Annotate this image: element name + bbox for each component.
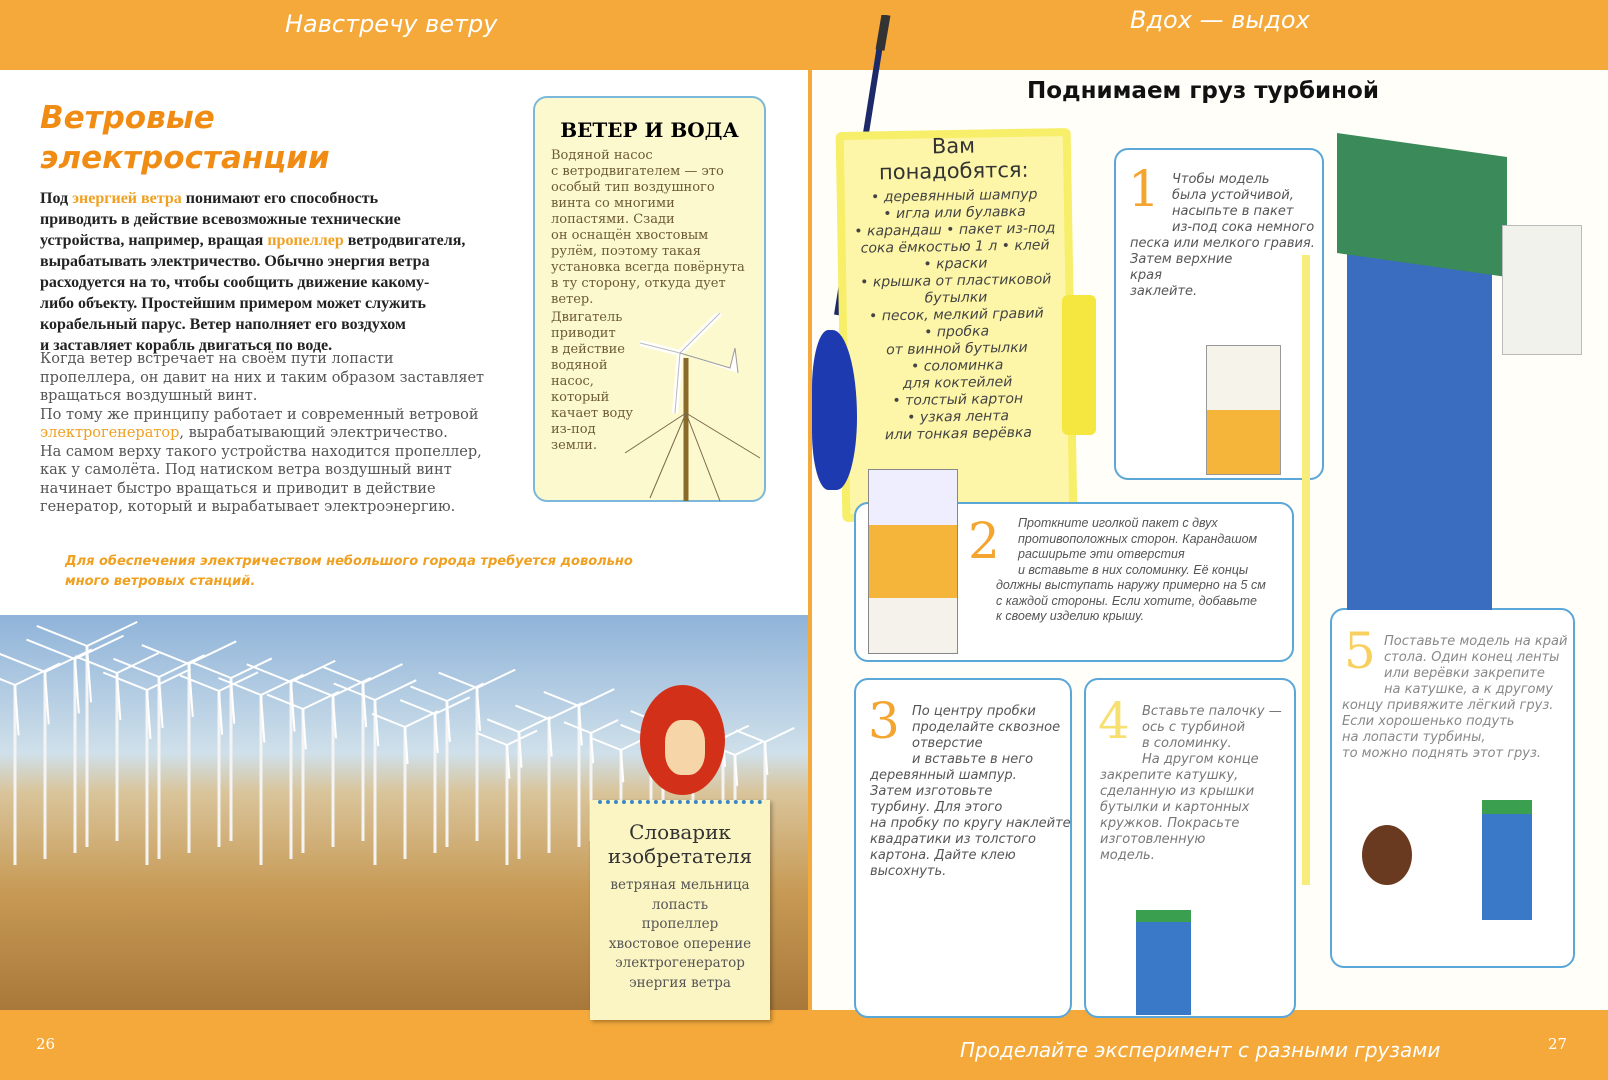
title-line: Ветровые bbox=[40, 100, 215, 136]
material-item: для коктейлей bbox=[902, 374, 1013, 392]
material-item: • толстый картон bbox=[892, 390, 1024, 410]
material-item: бутылки bbox=[924, 289, 988, 307]
highlighted-term: энергией ветра bbox=[72, 190, 182, 207]
step-text bbox=[1342, 634, 1567, 762]
text-run: либо объекту. Простейшим примером может служить bbox=[40, 295, 427, 312]
right-running-header: Вдох — выдох bbox=[1130, 6, 1310, 34]
note-line: много ветровых станций. bbox=[65, 574, 256, 589]
lead-paragraph bbox=[40, 188, 465, 356]
page-title bbox=[40, 98, 330, 178]
text-run: ветродвигателя, bbox=[343, 232, 466, 249]
step-line: Поставьте модель на край bbox=[1384, 634, 1568, 649]
material-item: • краски bbox=[923, 255, 988, 273]
step-line: турбину. Для этого bbox=[870, 800, 1003, 815]
sidebar-line: Водяной насос bbox=[551, 148, 653, 163]
text-run: Когда ветер встречает на своём пути лопасти bbox=[40, 351, 394, 367]
step-line: По центру пробки bbox=[912, 704, 1036, 719]
sidebar-wind-and-water bbox=[533, 96, 766, 502]
text-run: пропеллера, он давит на них и таким образом заставляет bbox=[40, 369, 485, 386]
spiral-binding bbox=[598, 800, 762, 814]
material-item: • крышка от пластиковой bbox=[860, 271, 1052, 291]
step-line: Если хорошенько подуть bbox=[1342, 714, 1515, 729]
wind-turbine bbox=[0, 663, 60, 865]
sidebar-line: с ветродвигателем — это bbox=[551, 164, 724, 179]
ribbon-string bbox=[1302, 255, 1310, 885]
page-number-right: 27 bbox=[1548, 1035, 1568, 1053]
glossary-title-line: изобретателя bbox=[607, 844, 753, 868]
wind-turbine bbox=[439, 670, 516, 841]
step-1-box bbox=[1114, 148, 1324, 480]
sidebar-line: насос, bbox=[551, 374, 594, 389]
material-item: • деревянный шампур bbox=[870, 186, 1038, 206]
wind-turbine bbox=[295, 678, 371, 847]
step-line: на пробку по кругу наклейте bbox=[870, 816, 1071, 831]
text-run: генератор, который и вырабатывает электроэнергию. bbox=[40, 499, 456, 515]
step-line: была устойчивой, bbox=[1172, 188, 1294, 203]
step-line: квадратики из толстого bbox=[870, 832, 1036, 847]
step-line: на катушке, а к другому bbox=[1384, 682, 1553, 697]
text-run: приводить в действие всевозможные технические bbox=[40, 211, 401, 228]
juice-carton-illustration bbox=[1206, 345, 1281, 475]
step-line: то можно поднять этот груз. bbox=[1342, 746, 1542, 761]
note-line: Для обеспечения электричеством небольшого города требуется довольно bbox=[65, 554, 633, 569]
text-run: По тому же принципу работает и современный ветровой bbox=[40, 406, 479, 423]
wind-turbine bbox=[477, 731, 537, 865]
text-run: , вырабатывающий электричество. bbox=[179, 425, 448, 441]
step-line: отверстие bbox=[912, 736, 983, 751]
text-line bbox=[40, 406, 484, 425]
highlighted-term: электрогенератор bbox=[40, 425, 180, 441]
sidebar-line: он оснащён хвостовым bbox=[551, 228, 709, 243]
step-line: насыпьте в пакет bbox=[1172, 204, 1294, 219]
text-line bbox=[40, 443, 484, 462]
material-item: • узкая лента bbox=[907, 408, 1010, 426]
step-line: сделанную из крышки bbox=[1100, 784, 1255, 799]
step-number: 4 bbox=[1098, 692, 1130, 750]
material-item: сока ёмкостью 1 л • клей bbox=[860, 237, 1050, 257]
glossary-title-line: Словарик bbox=[629, 820, 731, 844]
step-line: к своему изделию крышу. bbox=[996, 609, 1145, 623]
material-item: • карандаш • пакет из-под bbox=[854, 220, 1056, 240]
callout-note bbox=[65, 552, 633, 592]
left-page bbox=[0, 70, 808, 1010]
mascot-face bbox=[665, 720, 705, 775]
sidebar-line: в действие bbox=[551, 342, 625, 357]
body-paragraph bbox=[40, 350, 484, 517]
step-line: края bbox=[1130, 268, 1162, 283]
text-run: вращаться воздушный винт. bbox=[40, 388, 258, 404]
step-line: в соломинку. bbox=[1142, 736, 1232, 751]
step-line: стола. Один конец ленты bbox=[1384, 650, 1560, 665]
wind-turbine bbox=[400, 697, 470, 853]
material-item: • песок, мелкий гравий bbox=[868, 305, 1044, 325]
step-line: расширьте эти отверстия bbox=[1018, 547, 1185, 561]
step-line: Вставьте палочку — bbox=[1142, 704, 1282, 719]
wind-turbine bbox=[324, 664, 403, 841]
step-line: или верёвки закрепите bbox=[1384, 666, 1545, 681]
step-number: 1 bbox=[1128, 160, 1160, 218]
step-line: высохнуть. bbox=[870, 864, 947, 879]
glossary-item: электрогенератор bbox=[615, 955, 745, 971]
text-line bbox=[40, 251, 465, 272]
text-run: расходуется на то, чтобы сообщить движение какому- bbox=[40, 274, 430, 291]
mascot-character bbox=[640, 685, 725, 795]
carton-with-straw-illustration bbox=[868, 469, 958, 654]
step-2-box bbox=[854, 502, 1294, 662]
material-item: • соломинка bbox=[910, 357, 1004, 375]
text-line bbox=[40, 209, 465, 230]
step-line: картона. Дайте клею bbox=[870, 848, 1016, 863]
wind-pump-illustration bbox=[620, 313, 765, 503]
materials-title bbox=[844, 132, 1064, 186]
step-line: противоположных сторон. Карандашом bbox=[1018, 531, 1258, 546]
step-line: и вставьте в него bbox=[912, 752, 1034, 767]
sidebar-text bbox=[551, 148, 745, 308]
title-line: электростанции bbox=[40, 140, 330, 176]
step-number: 3 bbox=[868, 692, 900, 750]
sidebar-line: лопастями. Сзади bbox=[551, 212, 675, 227]
text-line bbox=[40, 188, 465, 209]
footer-caption: Проделайте эксперимент с разными грузами bbox=[960, 1038, 1441, 1062]
wind-turbine bbox=[487, 717, 551, 859]
highlighted-term: пропеллер bbox=[267, 232, 344, 249]
step-line: заклейте. bbox=[1130, 284, 1198, 299]
sidebar-line: земли. bbox=[551, 438, 597, 453]
left-running-header: Навстречу ветру bbox=[285, 10, 498, 38]
model-roof bbox=[1337, 133, 1507, 277]
sidebar-line: винта со многими bbox=[551, 196, 675, 211]
sidebar-line: качает воду bbox=[551, 406, 634, 421]
glossary-notepad bbox=[590, 800, 770, 1020]
sidebar-line: Двигатель bbox=[551, 310, 623, 325]
step-line: должны выступать наружу примерно на 5 см bbox=[996, 578, 1266, 592]
model-illustration bbox=[1136, 910, 1191, 1015]
step-4-box bbox=[1084, 678, 1296, 1018]
sidebar-title: ВЕТЕР И ВОДА bbox=[560, 118, 739, 142]
step-line: ось с турбиной bbox=[1142, 720, 1246, 735]
wind-turbine bbox=[27, 636, 124, 853]
text-line bbox=[40, 314, 465, 335]
step-line: на лопасти турбины, bbox=[1342, 730, 1486, 745]
step-text bbox=[1130, 172, 1315, 300]
step-line: песка или мелкого гравия. bbox=[1130, 236, 1315, 251]
step-line: и вставьте в них соломинку. Её концы bbox=[1018, 562, 1249, 577]
glossary-item: лопасть bbox=[651, 896, 709, 913]
step-3-box bbox=[854, 678, 1072, 1018]
text-line bbox=[40, 498, 484, 517]
step-line: концу привяжите лёгкий груз. bbox=[1342, 698, 1554, 713]
step-text bbox=[1100, 704, 1282, 864]
step-line: Затем изготовьте bbox=[870, 784, 993, 799]
step-line: деревянный шампур. bbox=[870, 768, 1017, 783]
wind-turbine bbox=[37, 622, 138, 847]
text-line bbox=[40, 230, 465, 251]
text-run: как у самолёта. Под натиском ветра воздушный винт bbox=[40, 462, 452, 478]
material-item: • пробка bbox=[923, 323, 990, 341]
text-run: корабельный парус. Ветер наполняет его воздухом bbox=[40, 316, 406, 333]
text-run: вырабатывать электричество. Обычно энергия ветра bbox=[40, 253, 430, 270]
step-line: из-под сока немного bbox=[1172, 220, 1315, 235]
glossary-item: хвостовое оперение bbox=[608, 935, 752, 952]
blowing-model-illustration bbox=[1482, 800, 1532, 920]
step-line: Затем верхние bbox=[1130, 252, 1233, 267]
sidebar-line: из-под bbox=[551, 422, 596, 437]
sidebar-line: особый тип воздушного bbox=[551, 180, 715, 195]
glossary-title bbox=[590, 820, 770, 868]
text-line bbox=[40, 461, 484, 480]
sidebar-line: водяной bbox=[551, 358, 608, 373]
text-run: устройства, например, вращая bbox=[40, 232, 268, 249]
glossary-item: ветряная мельница bbox=[610, 877, 750, 893]
sidebar-line: в ту сторону, откуда дует bbox=[551, 276, 726, 291]
materials-title-line: понадобятся: bbox=[878, 157, 1029, 185]
glossary-item: энергия ветра bbox=[629, 974, 731, 991]
material-item: от винной бутылки bbox=[885, 339, 1028, 359]
step-line: Проткните иголкой пакет с двух bbox=[1018, 516, 1218, 530]
sidebar-line: приводит bbox=[551, 326, 616, 341]
text-run: начинает быстро вращаться и приводит в действие bbox=[40, 480, 436, 497]
wind-turbine bbox=[142, 641, 237, 853]
text-line bbox=[40, 350, 484, 369]
step-text bbox=[996, 516, 1266, 625]
step-line: Чтобы модель bbox=[1172, 172, 1270, 187]
text-run: Под bbox=[40, 190, 73, 207]
step-5-box bbox=[1330, 608, 1575, 968]
step-line: с каждой стороны. Если хотите, добавьте bbox=[996, 593, 1257, 608]
text-line bbox=[40, 369, 484, 388]
wind-turbine bbox=[372, 711, 438, 859]
wind-turbine bbox=[267, 692, 339, 853]
text-line bbox=[40, 424, 484, 443]
sidebar-line: ветер. bbox=[551, 292, 594, 307]
text-line bbox=[40, 293, 465, 314]
text-run: и заставляет корабль двигаться по воде. bbox=[40, 337, 333, 354]
material-item: или тонкая верёвка bbox=[884, 424, 1033, 444]
step-number: 2 bbox=[968, 512, 1000, 570]
step-line: кружков. Покрасьте bbox=[1100, 816, 1240, 831]
right-page bbox=[812, 70, 1608, 1010]
page-title: Поднимаем груз турбиной bbox=[1027, 78, 1379, 104]
materials-title-line: Вам bbox=[931, 133, 976, 159]
sidebar-line: установка всегда повёрнута bbox=[551, 260, 745, 275]
text-line bbox=[40, 387, 484, 406]
text-run: понимают его способность bbox=[181, 190, 379, 207]
text-line bbox=[40, 272, 465, 293]
materials-list-card bbox=[836, 128, 1078, 522]
step-line: бутылки и картонных bbox=[1100, 800, 1250, 815]
glossary-list bbox=[590, 876, 770, 993]
step-number: 5 bbox=[1344, 622, 1376, 680]
child-illustration bbox=[1362, 825, 1412, 885]
text-run: На самом верху такого устройства находится пропеллер, bbox=[40, 443, 482, 460]
sidebar-line: рулём, поэтому такая bbox=[551, 244, 702, 259]
glue-tube bbox=[1062, 295, 1096, 435]
step-text bbox=[870, 704, 1071, 880]
turbine-blades bbox=[1502, 225, 1582, 355]
material-item: • игла или булавка bbox=[883, 203, 1026, 223]
glossary-item: пропеллер bbox=[641, 916, 719, 932]
step-line: проделайте сквозное bbox=[912, 720, 1061, 735]
page-number-left: 26 bbox=[36, 1035, 56, 1053]
sidebar-line: который bbox=[551, 390, 610, 405]
materials-list bbox=[845, 186, 1068, 445]
text-line bbox=[40, 480, 484, 499]
step-line: изготовленную bbox=[1100, 832, 1206, 847]
step-line: На другом конце bbox=[1142, 752, 1259, 767]
step-line: модель. bbox=[1100, 848, 1155, 863]
step-line: закрепите катушку, bbox=[1100, 768, 1239, 783]
